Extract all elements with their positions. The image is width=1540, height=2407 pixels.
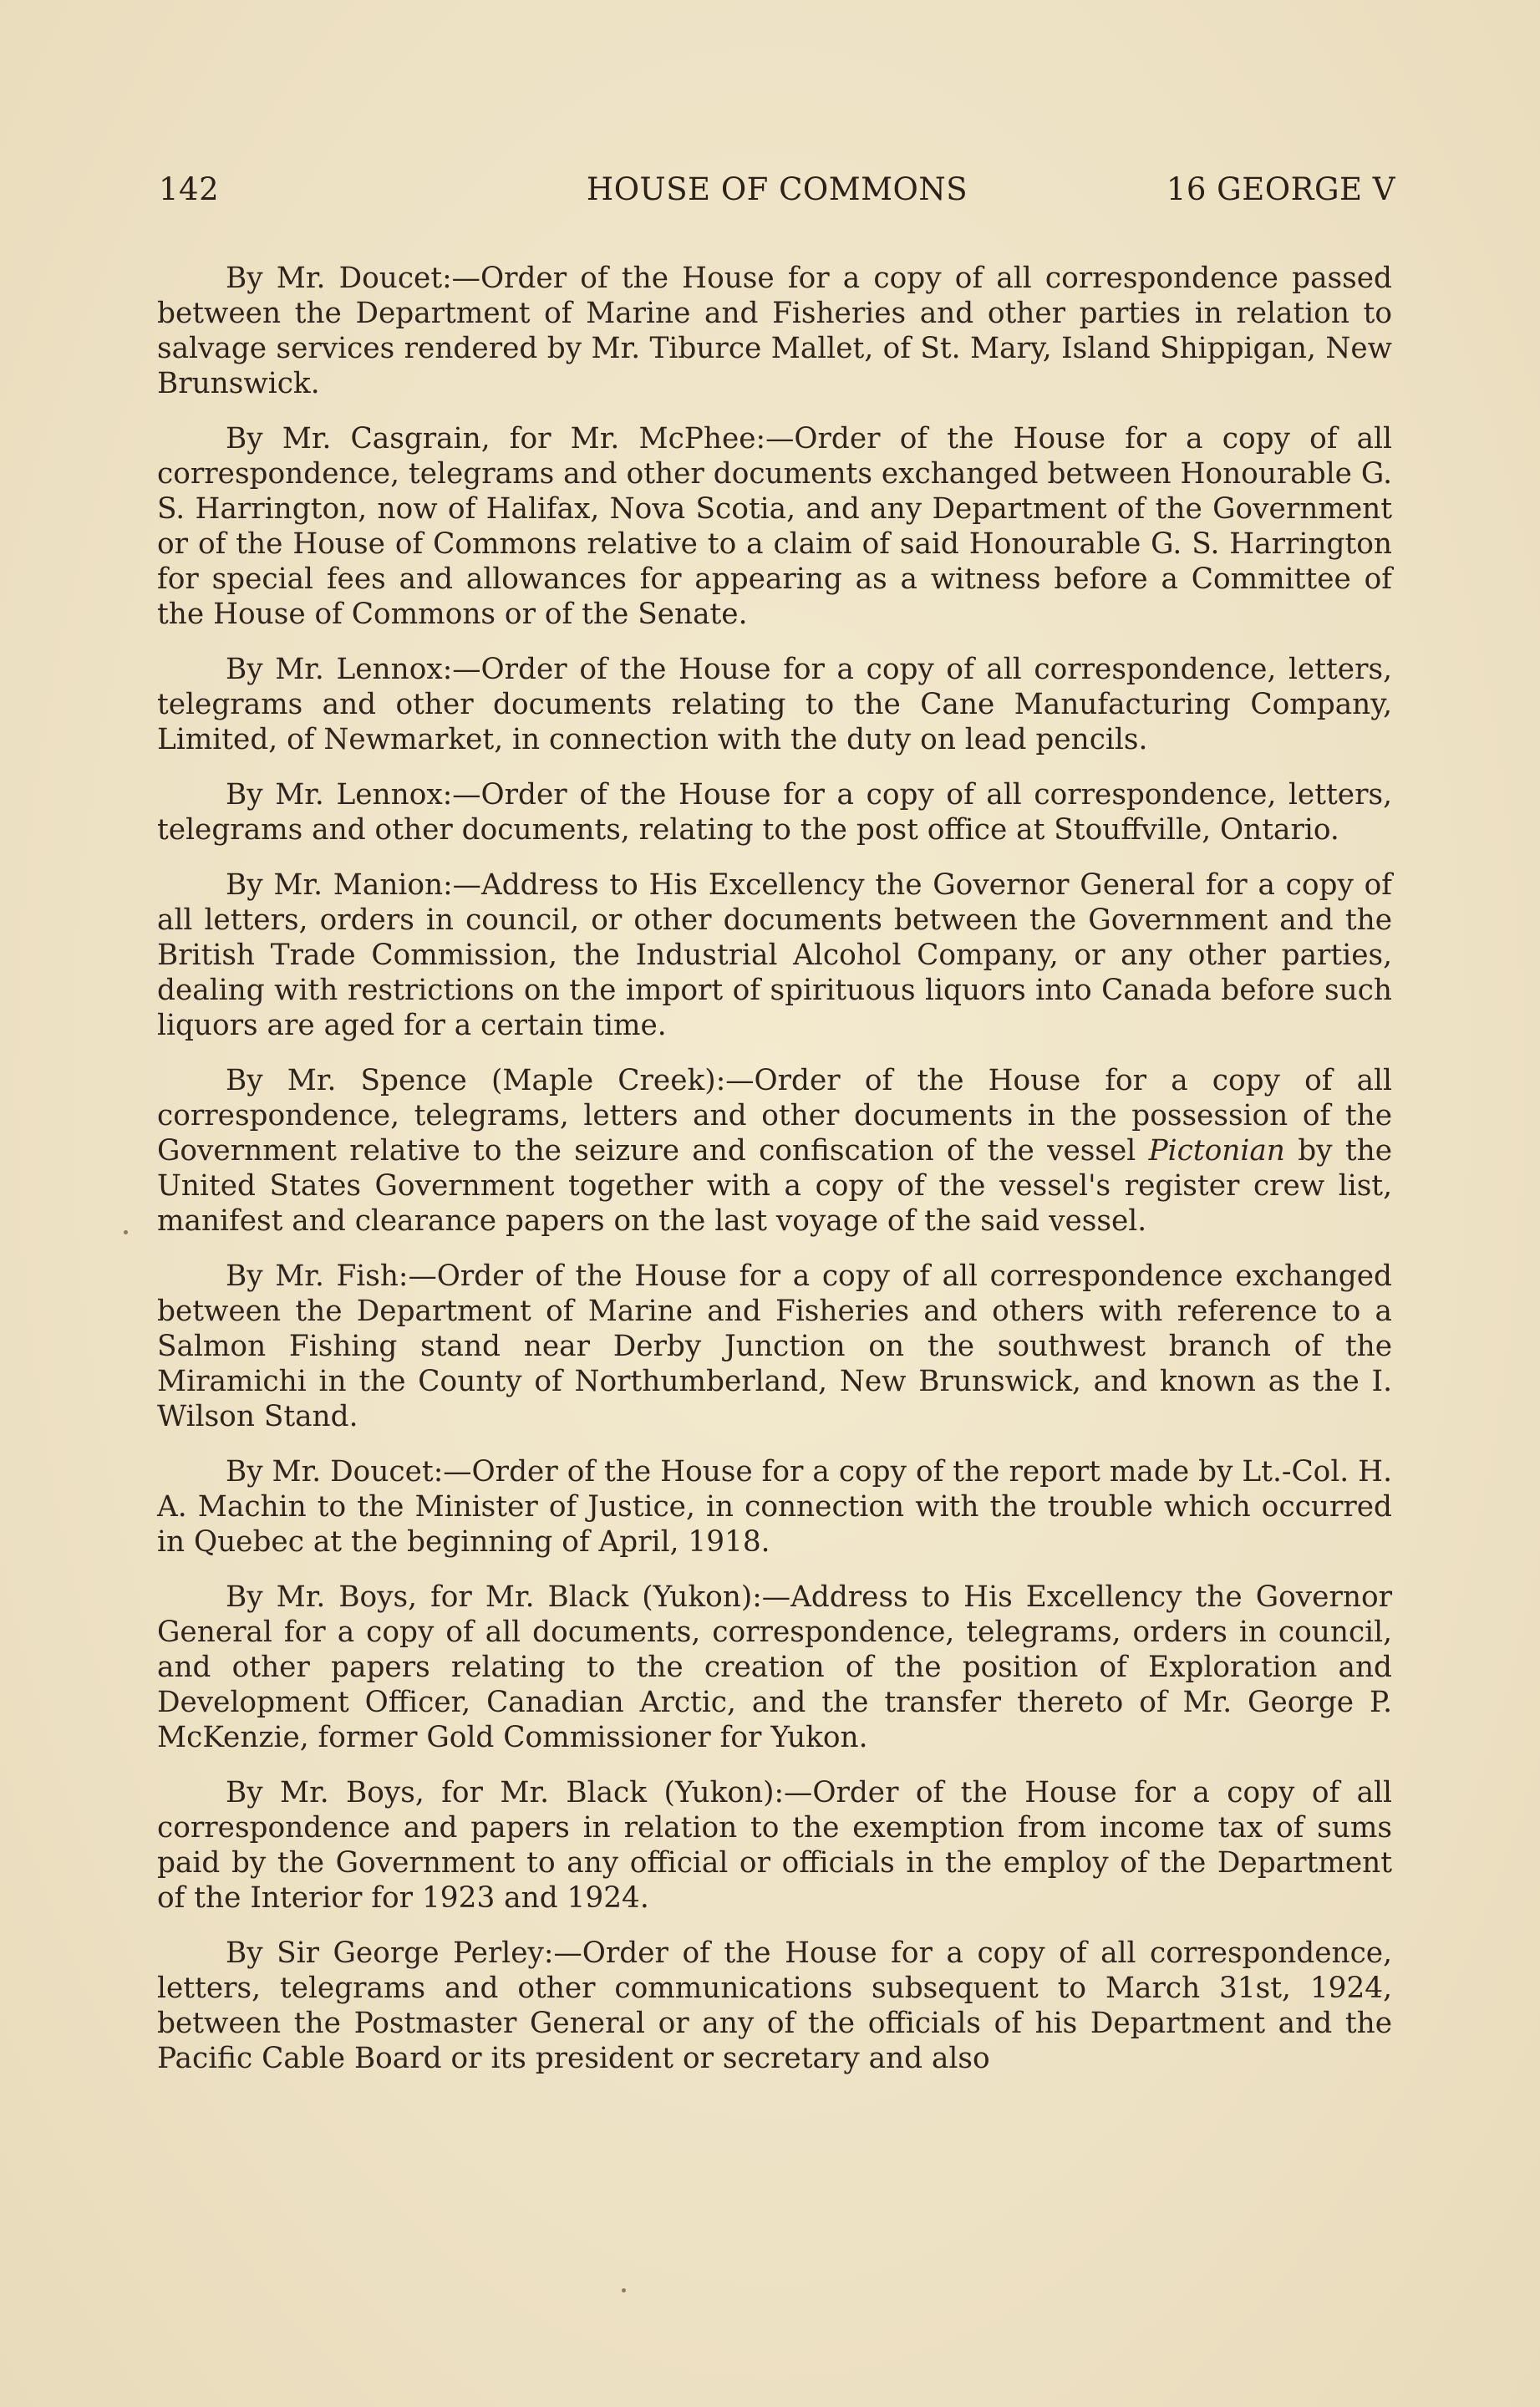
entry-perley-cable: By Sir George Perley:—Order of the House for a copy of all correspondence, letters, telegrams and other communications subsequent to March 31st, 1924, between the Postmaster General or any of the officials of his Department and the Pacific Cable Board or its president or secretary and also [157,1936,1392,2075]
entry-lennox-stouffville: By Mr. Lennox:—Order of the House for a copy of all correspondence, letters, telegrams and other documents, relating to the post office at Stouffville, Ontario. [157,778,1392,847]
entry-boys-mckenzie: By Mr. Boys, for Mr. Black (Yukon):—Address to His Excellency the Governor General for a copy of all documents, correspondence, telegrams, orders in council, and other papers relating to the creation of the position of Exploration and Development Officer, Canadian Arctic, and the transfer thereto of Mr. George P. McKenzie, former Gold Commissioner for Yukon. [157,1580,1392,1754]
entry-doucet-machin: By Mr. Doucet:—Order of the House for a copy of the report made by Lt.-Col. H. A. Machin to the Minister of Justice, in connection with the trouble which occurred in Quebec at the beginning of April, 1918. [157,1455,1392,1559]
running-header [159,171,1395,211]
entry-boys-income-tax: By Mr. Boys, for Mr. Black (Yukon):—Order of the House for a copy of all correspondence and papers in relation to the exemption from income tax of sums paid by the Government to any official or officials in the employ of the Department of the Interior for 1923 and 1924. [157,1776,1392,1915]
vessel-name: Pictonian [1148,1134,1285,1168]
entry-manion-liquors: By Mr. Manion:—Address to His Excellency the Governor General for a copy of all letters, orders in council, or other documents between the Government and the British Trade Commission, the Industrial Alcohol Company, or any other parties, dealing with restrictions on the import of spirituous liquors into Canada before such liquors are aged for a certain time. [157,868,1392,1042]
entry-lennox-cane: By Mr. Lennox:—Order of the House for a copy of all correspondence, letters, telegrams and other documents relating to the Cane Manufacturing Company, Limited, of Newmarket, in connection with the duty on lead pencils. [157,653,1392,756]
entry-spence-pictonian [157,1063,1392,1239]
entry-casgrain-harrington: By Mr. Casgrain, for Mr. McPhee:—Order of the House for a copy of all correspondence, telegrams and other documents exchanged between Honourable G. S. Harrington, now of Halifax, Nova Scotia, and any Department of the Government or of the House of Commons relative to a claim of said Honourable G. S. Harrington for special fees and allowances for appearing as a witness before a Committee of the House of Commons or of the Senate. [157,422,1392,631]
entry-text-after: by the United States Government together with a copy of the vessel's register crew list, manifest and clearance papers on the last voyage of the said vessel. [157,1134,1393,1238]
entry-doucet-salvage: By Mr. Doucet:—Order of the House for a copy of all correspondence passed between the Department of Marine and Fisheries and other parties in relation to salvage services rendered by Mr. Tiburce Mallet, of St. Mary, Island Shippigan, New Brunswick. [157,262,1392,400]
margin-speck [622,2288,626,2293]
entry-fish-salmon: By Mr. Fish:—Order of the House for a copy of all correspondence exchanged between the Department of Marine and Fisheries and others with reference to a Salmon Fishing stand near Derby Junction on the southwest branch of the Miramichi in the County of Northumberland, New Brunswick, and known as the I. Wilson Stand. [157,1259,1392,1433]
page-number: 142 [159,171,220,207]
margin-speck [124,1230,128,1234]
running-title: HOUSE OF COMMONS [586,171,968,207]
entries-list [157,261,1392,2096]
entry-text-before: By Mr. Spence (Maple Creek):—Order of the House for a copy of all correspondence, telegrams, letters and other documents in the possession of the Government relative to the seizure and confiscation of the vessel [157,1064,1392,1168]
regnal-year: 16 GEORGE V [1166,171,1395,207]
